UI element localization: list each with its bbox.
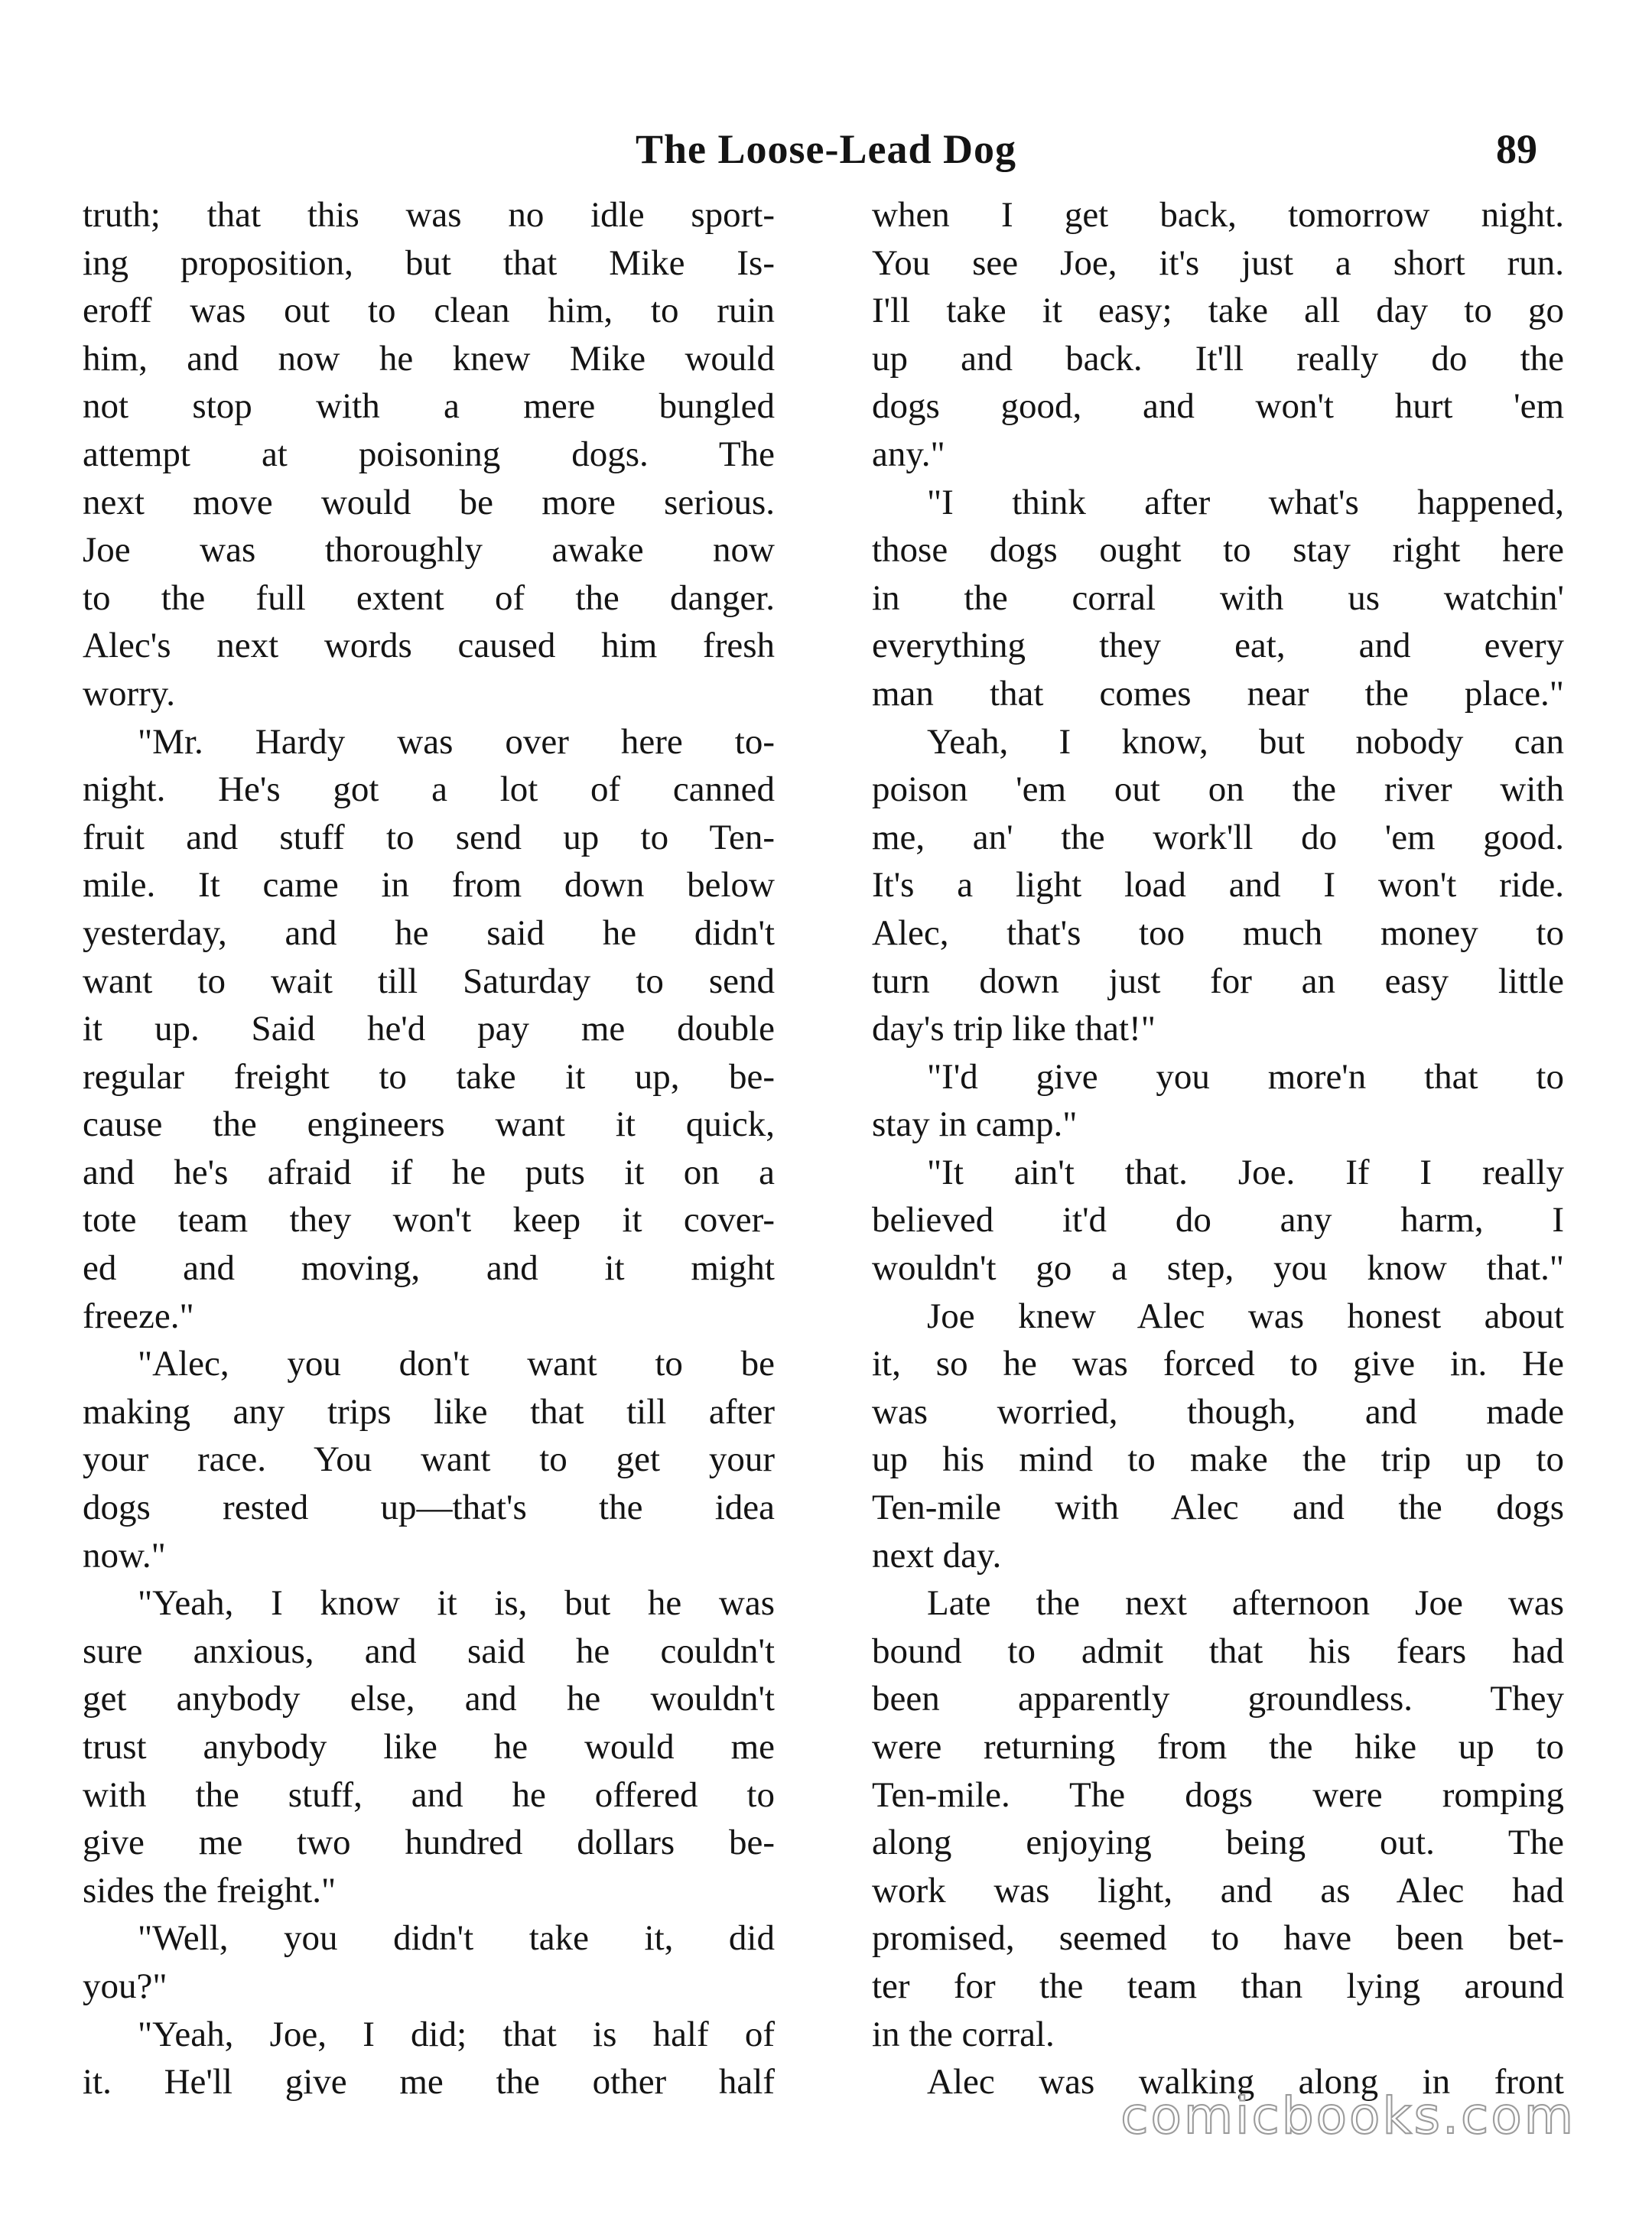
text-line: to the full extent of the danger. — [83, 577, 775, 618]
text-line: when I get back, tomorrow night. — [872, 195, 1564, 235]
text-line: turn down just for an easy little — [872, 961, 1564, 1001]
text-line: it, so he was forced to give in. He — [872, 1344, 1564, 1384]
text-line: wouldn't go a step, you know that." — [872, 1248, 1564, 1289]
watermark: comicbooks.com — [1120, 2086, 1576, 2145]
text-line: me, an' the work'll do 'em good. — [872, 817, 1564, 857]
text-line: fruit and stuff to send up to Ten- — [83, 817, 775, 857]
text-line: up his mind to make the trip up to — [872, 1439, 1564, 1480]
text-line: "Yeah, I know it is, but he was — [138, 1583, 775, 1624]
text-line: "I think after what's happened, — [927, 482, 1564, 522]
text-line: promised, seemed to have been bet- — [872, 1918, 1564, 1959]
text-line: any." — [872, 434, 945, 474]
text-line: dogs good, and won't hurt 'em — [872, 386, 1564, 427]
text-line: "I'd give you more'n that to — [927, 1056, 1564, 1097]
text-line: in the corral. — [872, 2014, 1055, 2054]
text-line: ing proposition, but that Mike Is- — [83, 242, 775, 283]
text-line: attempt at poisoning dogs. The — [83, 434, 775, 474]
text-line: It's a light load and I won't ride. — [872, 865, 1564, 906]
text-line: cause the engineers want it quick, — [83, 1104, 775, 1145]
text-line: making any trips like that till after — [83, 1391, 775, 1432]
text-line: Yeah, I know, but nobody can — [927, 721, 1564, 762]
text-line: it. He'll give me the other half — [83, 2062, 775, 2103]
text-column-left — [83, 191, 775, 2106]
running-title: The Loose-Lead Dog — [635, 126, 1016, 172]
text-line: man that comes near the place." — [872, 673, 1564, 714]
page-number: 89 — [1496, 126, 1537, 172]
text-line: with the stuff, and he offered to — [83, 1774, 775, 1815]
text-line: Alec, that's too much money to — [872, 912, 1564, 953]
text-line: stay in camp." — [872, 1104, 1078, 1145]
text-line: Alec was walking along in front — [927, 2062, 1564, 2103]
text-line: Alec's next words caused him fresh — [83, 626, 775, 666]
text-line: Joe was thoroughly awake now — [83, 530, 775, 571]
text-line: sides the freight." — [83, 1870, 337, 1911]
text-line: you?" — [83, 1966, 167, 2006]
text-line: along enjoying being out. The — [872, 1823, 1564, 1863]
text-line: was worried, though, and made — [872, 1391, 1564, 1432]
text-line: Ten-mile. The dogs were romping — [872, 1774, 1564, 1815]
text-line: those dogs ought to stay right here — [872, 530, 1564, 571]
text-line: everything they eat, and every — [872, 626, 1564, 666]
text-line: next move would be more serious. — [83, 482, 775, 522]
page-header — [0, 122, 1652, 176]
text-line: mile. It came in from down below — [83, 865, 775, 906]
text-line: yesterday, and he said he didn't — [83, 912, 775, 953]
text-line: ter for the team than lying around — [872, 1966, 1564, 2006]
text-line: in the corral with us watchin' — [872, 577, 1564, 618]
text-line: up and back. It'll really do the — [872, 338, 1564, 379]
text-line: night. He's got a lot of canned — [83, 769, 775, 810]
text-line: give me two hundred dollars be- — [83, 1823, 775, 1863]
text-line: now." — [83, 1535, 166, 1576]
text-line: him, and now he knew Mike would — [83, 338, 775, 379]
text-line: not stop with a mere bungled — [83, 386, 775, 427]
text-line: tote team they won't keep it cover- — [83, 1200, 775, 1241]
text-line: truth; that this was no idle sport- — [83, 195, 775, 235]
text-line: eroff was out to clean him, to ruin — [83, 291, 775, 331]
text-line: "Alec, you don't want to be — [138, 1344, 775, 1384]
text-line: were returning from the hike up to — [872, 1727, 1564, 1767]
text-line: day's trip like that!" — [872, 1009, 1156, 1049]
text-line: and he's afraid if he puts it on a — [83, 1152, 775, 1192]
text-line: Ten-mile with Alec and the dogs — [872, 1488, 1564, 1528]
text-line: worry. — [83, 673, 175, 714]
text-line: trust anybody like he would me — [83, 1727, 775, 1767]
text-line: poison 'em out on the river with — [872, 769, 1564, 810]
text-line: work was light, and as Alec had — [872, 1870, 1564, 1911]
text-line: I'll take it easy; take all day to go — [872, 291, 1564, 331]
text-line: "Yeah, Joe, I did; that is half of — [138, 2014, 775, 2054]
text-line: your race. You want to get your — [83, 1439, 775, 1480]
text-line: freeze." — [83, 1296, 194, 1336]
text-line: been apparently groundless. They — [872, 1679, 1564, 1719]
text-line: "It ain't that. Joe. If I really — [927, 1152, 1564, 1192]
text-line: sure anxious, and said he couldn't — [83, 1631, 775, 1671]
text-line: "Mr. Hardy was over here to- — [138, 721, 775, 762]
text-line: regular freight to take it up, be- — [83, 1056, 775, 1097]
text-line: believed it'd do any harm, I — [872, 1200, 1564, 1241]
text-line: dogs rested up—that's the idea — [83, 1488, 775, 1528]
text-line: it up. Said he'd pay me double — [83, 1009, 775, 1049]
text-line: want to wait till Saturday to send — [83, 961, 775, 1001]
text-line: ed and moving, and it might — [83, 1248, 775, 1289]
text-line: get anybody else, and he wouldn't — [83, 1679, 775, 1719]
text-column-right — [872, 191, 1564, 2106]
text-line: Late the next afternoon Joe was — [927, 1583, 1564, 1624]
text-line: next day. — [872, 1535, 1002, 1576]
text-line: "Well, you didn't take it, did — [138, 1918, 775, 1959]
text-line: You see Joe, it's just a short run. — [872, 242, 1564, 283]
text-line: bound to admit that his fears had — [872, 1631, 1564, 1671]
text-line: Joe knew Alec was honest about — [927, 1296, 1564, 1336]
